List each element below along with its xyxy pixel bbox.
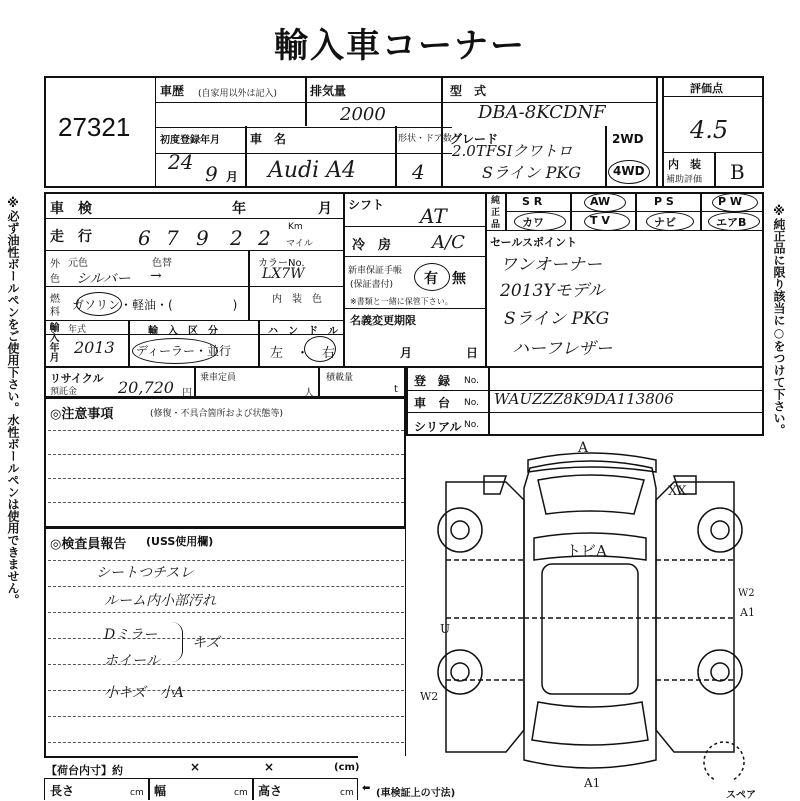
equip-aw-circle [584, 193, 626, 212]
aircon-value: A/C [432, 232, 465, 253]
roof [542, 564, 638, 694]
lot-number: 27321 [58, 112, 131, 142]
equip-pw[interactable]: P W [718, 195, 743, 208]
import-class-circle [132, 338, 218, 364]
serial-label: シリアル [414, 420, 462, 434]
inspector-subtitle: (USS使用欄) [146, 535, 214, 548]
equip-navi[interactable]: ナビ [654, 216, 676, 229]
warranty-no[interactable]: 無 [452, 271, 466, 287]
sales-point-line: ワンオーナー [500, 255, 602, 275]
sales-point-line: ハーフレザー [512, 339, 613, 359]
name-change-label: 名義変更期限 [350, 314, 416, 327]
report-line: ルーム内小部汚れ [104, 593, 216, 609]
equip-tv-circle [584, 212, 630, 231]
grade-line-1: 2.0TFSIクワトロ [452, 142, 573, 160]
capacity-label: 乗車定員 [200, 373, 237, 383]
handle-label: ハ ン ド ル [268, 326, 338, 337]
handle-options: 左 ・ 右 [270, 346, 336, 361]
pen-notice: ※必ず油性ボールペンをご使用下さい。水性ボールペンは使用できません。 [6, 196, 20, 606]
mark-left-mid: U [440, 622, 451, 636]
reg-label: 登 録 [414, 374, 451, 388]
first-reg-label: 初度登録年月 [160, 135, 220, 146]
shift-value: AT [420, 204, 447, 228]
grade-label: グレード [450, 132, 499, 146]
inspector-title: ◎検査員報告 [50, 537, 127, 552]
report-bracket [172, 622, 183, 662]
cargo-arrow-icon: ⬅ [362, 783, 371, 794]
notes-title: ◎注意事項 [50, 407, 114, 422]
rating-value: 4.5 [690, 116, 729, 144]
cargo-width-label: 幅 [154, 784, 167, 798]
hood [538, 475, 644, 514]
original-color-value: シルバー [76, 271, 131, 287]
mark-roof: トビA [566, 542, 607, 560]
report-line: シートつチスレ [96, 565, 194, 581]
wheel-rear-right [698, 650, 742, 694]
wheel-front-left [438, 508, 482, 552]
cargo-length-label: 長さ [50, 784, 75, 798]
mileage-digit: 9 [196, 226, 209, 250]
mark-right-mid-1: W2 [738, 588, 755, 599]
equipment-notice: ※純正品に限り該当に○をつけて下さい。 [772, 204, 786, 436]
equip-airbag-circle [708, 212, 760, 231]
model-value: DBA-8KCDNF [478, 102, 606, 123]
model-year-label: 年式 [68, 325, 87, 335]
mileage-digit: 7 [166, 226, 179, 250]
equip-pw-circle [712, 193, 758, 212]
shaken-label: 車 検 [50, 201, 92, 217]
car-name-label: 車 名 [250, 132, 287, 146]
chassis-label: 車 台 [414, 396, 451, 410]
shift-label: シフト [348, 198, 385, 212]
wheel-front-right [698, 508, 742, 552]
load-label: 積載量 [326, 373, 354, 383]
equip-tv[interactable]: T V [590, 214, 610, 227]
doors-value: 4 [412, 160, 425, 184]
rating-label: 評価点 [690, 82, 723, 95]
car-name-value: Audi A4 [268, 158, 357, 183]
recycle-fee-value: 20,720 [118, 378, 174, 397]
history-note: (自家用以外は記入) [198, 89, 278, 99]
aircon-label: 冷 房 [352, 238, 392, 253]
cargo-note: (車検証上の寸法) [376, 788, 456, 799]
mileage-digit: 6 [138, 226, 151, 250]
mileage-digit: 2 [258, 226, 271, 250]
import-class-label: 輸 入 区 分 [148, 326, 218, 337]
report-line: 小キズ 小A [104, 685, 184, 701]
mark-front: A [578, 440, 589, 456]
equip-ps[interactable]: P S [654, 195, 674, 208]
mark-right-upper: XX [668, 484, 687, 499]
interior-grade: B [730, 160, 745, 184]
equip-leather-circle [514, 212, 566, 231]
first-reg-year: 24 [168, 150, 194, 174]
equip-sr[interactable]: S R [522, 195, 543, 208]
mark-left-low: W2 [420, 690, 439, 703]
rear-window [532, 702, 648, 745]
fuel-selected-circle [76, 292, 122, 316]
fuel-options: ガソリン・軽油・( ) [72, 298, 238, 312]
spare-label: スペア [726, 790, 756, 801]
color-no-value: LX7W [262, 266, 305, 282]
sales-point-line: 2013Yモデル [500, 281, 605, 301]
displacement-label: 排気量 [310, 84, 347, 98]
mark-right-mid-2: A1 [740, 606, 755, 619]
mileage-label: 走 行 [50, 229, 92, 245]
drive-4wd-option[interactable]: 4WD [613, 164, 645, 178]
color-no-label: カラーNo. [258, 258, 305, 269]
sales-point-line: Sライン PKG [504, 309, 610, 329]
color-change-label: 色替 [152, 258, 172, 269]
equip-airbag[interactable]: エアB [716, 216, 747, 229]
front-bumper [528, 453, 656, 472]
right-side-panel [656, 482, 734, 752]
mark-rear: A1 [584, 776, 601, 790]
equip-leather[interactable]: カワ [522, 216, 544, 229]
mileage-digit: 2 [230, 226, 243, 250]
first-reg-month: 9 [205, 162, 218, 186]
left-side-panel [446, 482, 524, 752]
drive-2wd-option[interactable]: 2WD [612, 132, 644, 146]
import-label: 輸入年月 [47, 322, 58, 362]
recycle-fee-label: リサイクル [50, 372, 104, 385]
cargo-title: 【荷台内寸】約 [46, 764, 123, 777]
notes-subtitle: (修復・不具合箇所および状態等) [150, 409, 284, 419]
grade-line-2: Sライン PKG [482, 163, 582, 182]
warranty-label: 新車保証手帳 [348, 266, 403, 276]
report-line: ホイール [104, 653, 160, 669]
interior-color-label: 内 装 色 [272, 294, 322, 305]
left-mirror [484, 476, 506, 494]
warranty-yes[interactable]: 有 [424, 271, 438, 287]
original-color-label: 元色 [68, 258, 88, 269]
history-label: 車歴 [160, 84, 185, 98]
cargo-height-label: 高さ [258, 784, 283, 798]
spare-tire [704, 742, 744, 780]
sales-points-label: セールスポイント [490, 236, 578, 249]
wheel-rear-left [438, 650, 482, 694]
model-year-value: 2013 [74, 338, 115, 357]
warranty-selected-circle [414, 263, 450, 291]
displacement-value: 2000 [340, 104, 386, 125]
car-damage-diagram [420, 440, 760, 780]
report-line: Dミラー [104, 627, 158, 643]
model-label: 型 式 [450, 84, 487, 98]
report-bracket-note: キズ [192, 635, 220, 651]
equip-aw[interactable]: AW [590, 195, 611, 208]
chassis-value: WAUZZZ8K9DA113806 [494, 390, 674, 408]
warranty-note: ※書類と一緒に保管下さい。 [350, 297, 453, 306]
import-class-options: ディーラー・並行 [136, 344, 232, 358]
interior-label: 内 装 [668, 158, 701, 171]
page-title: 輸入車コーナー [274, 26, 526, 66]
interior-sub-label: 補助評価 [666, 175, 703, 185]
equip-navi-circle [646, 212, 694, 231]
handle-selected-circle [304, 336, 336, 362]
doors-label: 形状・ドア数 [398, 134, 452, 144]
